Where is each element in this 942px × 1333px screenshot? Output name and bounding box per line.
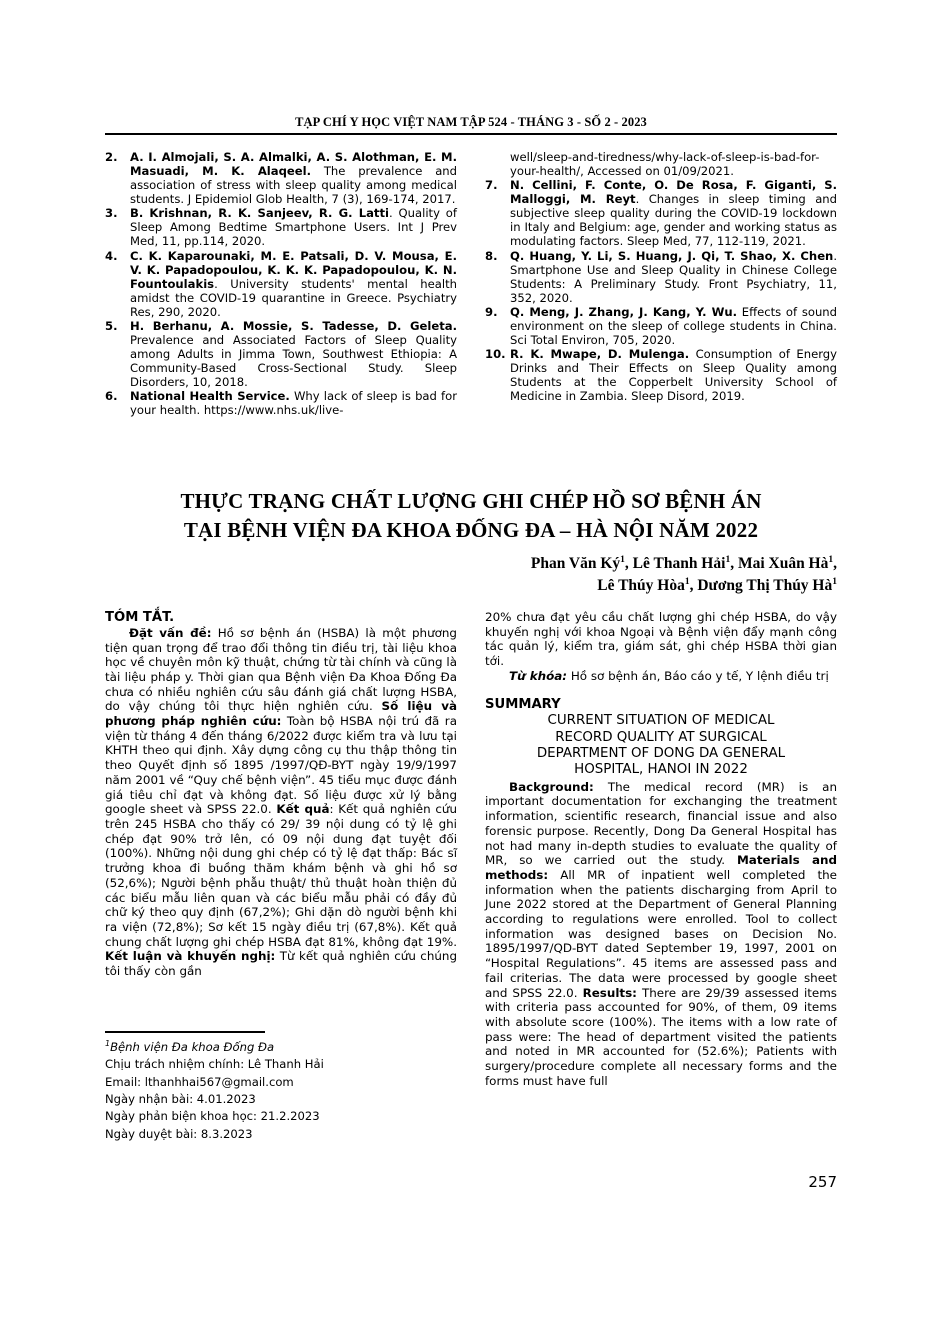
author-name: , Mai Xuân Hà xyxy=(730,555,829,572)
footnote-email[interactable]: Email: lthanhhai567@gmail.com xyxy=(105,1074,294,1089)
article-title-line-1: THỰC TRẠNG CHẤT LƯỢNG GHI CHÉP HỒ SƠ BỆNH ÁN xyxy=(180,489,762,513)
label-results-en: Results: xyxy=(582,985,637,1000)
reference-authors: Q. Huang, Y. Li, S. Huang, J. Qi, T. Shao, X. Chen xyxy=(510,248,834,263)
reference-text xyxy=(130,150,457,206)
reference-number: 6. xyxy=(105,389,118,404)
author-affiliation-marker: 1 xyxy=(828,554,834,565)
text-background: Hồ sơ bệnh án (HSBA) là một phương tiện quan trọng để trao đổi thông tin điều trị, tài liệu khoa học về chuyên môn kỹ thuật, chứng từ tài chính và cũng là tài liệu pháp y. Thời gian qua Bệnh viện Đa Khoa Đống Đa chưa có nhiều nghiên cứu sâu đánh giá chất lượng HSBA, do vậy chúng tôi thực hiện nghiên cứu. xyxy=(105,625,457,714)
references-right-column xyxy=(485,150,837,403)
reference-number: 8. xyxy=(485,248,498,263)
author-name: , Lê Thanh Hải xyxy=(624,555,726,572)
reference-number: 2. xyxy=(105,150,118,164)
author-line-1 xyxy=(105,553,837,575)
author-affiliation-marker: 1 xyxy=(684,577,690,588)
author-list xyxy=(105,553,837,598)
author-name: , Dương Thị Thúy Hà xyxy=(689,577,833,595)
reference-rest: Prevalence and Associated Factors of Sleep Quality among Adults in Jimma Town, Southwest Ethiopia: A Community-Based Cross-Sectional Study. Sleep Disorders, 10, 2018. xyxy=(130,333,457,390)
reference-number: 9. xyxy=(485,304,498,319)
reference-authors: Q. Meng, J. Zhang, J. Kang, Y. Wu. xyxy=(510,304,738,319)
reference-number: 3. xyxy=(105,206,118,221)
reference-text xyxy=(510,347,837,403)
footnote-affiliation xyxy=(105,1038,457,1056)
reference-rest: Why lack of sleep is bad for your health. https://www.nhs.uk/live- xyxy=(130,389,457,418)
footnote-received-date: Ngày nhận bài: 4.01.2023 xyxy=(105,1092,256,1107)
label-results: Kết quả xyxy=(276,802,330,817)
text-results-en: There are 29/39 assessed items with criteria pass accounted for 90%, of them, 09 items with absolute score (100%). The items with a low rate of pass were: The head of department visited the patients and noted in MR accounted for (52.6%); Patients with surgery/procedure complete all necessary forms and the forms must have full xyxy=(485,985,838,1088)
reference-rest: . University students' mental health amidst the COVID-19 quarantine in Greece. Psychiatry Res, 290, 2020. xyxy=(130,276,457,319)
footnote-affiliation-text: Bệnh viện Đa khoa Đống Đa xyxy=(110,1039,275,1054)
text-background-en: The medical record (MR) is an important documentation for exchanging the treatment information, scientific research, financial issue and also forensic purpose. Recently, Dong Da General Hospital has not had many in-depth studies to evaluate the quality of MR, so we carried out the study. xyxy=(485,779,837,868)
reference-authors: A. I. Almojali, S. A. Almalki, A. S. Alothman, E. M. Masuadi, M. K. Alaqeel. xyxy=(130,150,457,179)
text-conclusion: Từ kết quả nghiên cứu chúng tôi thấy còn gần xyxy=(105,949,457,979)
label-background-en: Background: xyxy=(509,779,594,794)
abstract-vi-heading: TÓM TẮT. xyxy=(105,610,175,625)
reference-rest: Consumption of Energy Drinks and Their Effects on Sleep Quality among Students at the Copperbelt University School of Medicine in Zambia. Sleep Disord, 2019. xyxy=(510,347,838,404)
reference-authors: H. Berhanu, A. Mossie, S. Tadesse, D. Geleta. xyxy=(130,318,457,333)
reference-rest: . Smartphone Use and Sleep Quality in Chinese College Students: A Preliminary Study. Front Psychiatry, 11, 352, 2020. xyxy=(510,248,837,305)
text-keywords: Hồ sơ bệnh án, Báo cáo y tế, Y lệnh điều trị xyxy=(567,668,829,683)
label-conclusion: Kết luận và khuyến nghị: xyxy=(105,949,276,964)
author-name: Lê Thúy Hòa xyxy=(597,577,685,595)
label-background: Đặt vấn đề: xyxy=(129,625,212,640)
footnote-marker: 1 xyxy=(105,1039,111,1048)
running-head: TẠP CHÍ Y HỌC VIỆT NAM TẬP 524 - THÁNG 3 - SỐ 2 - 2023 xyxy=(295,115,647,129)
abstract-vi-continuation: 20% chưa đạt yêu cầu chất lượng ghi chép HSBA, do vậy khuyến nghị với khoa Ngoại và Bệnh viện đẩy mạnh công tác quản lý, kiểm tra, giám sát, ghi chép HSBA thời gian tới. xyxy=(485,610,837,669)
reference-authors: National Health Service. xyxy=(130,389,290,404)
text-results: : Kết quả nghiên cứu trên 245 HSBA cho thấy có 29/ 39 nội dung có tỷ lệ ghi chép đạt 90% trở lên, có 09 nội dung đạt tuyệt đối (100%). Những nội dung ghi chép có tỷ lệ đạt thấp: Bác sĩ trưởng khoa đi buồng thăm khám bệnh và ghi hồ sơ (52,6%); Người bệnh phẫu thuật/ thủ thuật hoàn thiện đủ các biểu mẫu liên quan và các biểu mẫu phải có đầy đủ chữ ký theo quy định (67,2%); Ghi dặn dò người bệnh khi ra viện (72,8%); Sơ kết 15 ngày điều trị (67,8%). Kết quả chung chất lượng ghi chép HSBA đạt 81%, không đạt 19%. xyxy=(105,802,457,949)
author-affiliation-marker: 1 xyxy=(725,554,731,565)
reference-item xyxy=(105,389,457,417)
reference-item xyxy=(105,150,457,206)
abstract-vi-body xyxy=(105,626,457,979)
author-affiliation-marker: 1 xyxy=(832,577,837,588)
label-keywords: Từ khóa: xyxy=(509,668,568,683)
label-methods-en: Materials and methods: xyxy=(485,853,837,882)
reference-authors: B. Krishnan, R. K. Sanjeev, R. G. Latti xyxy=(130,206,389,221)
header-rule xyxy=(105,133,837,135)
abstract-vi-column xyxy=(105,610,457,979)
reference-item xyxy=(485,347,837,403)
reference-item xyxy=(485,305,837,347)
summary-heading: SUMMARY xyxy=(485,696,561,712)
keywords-vi xyxy=(485,669,837,684)
abstract-en-column xyxy=(485,610,837,1089)
reference-authors: C. K. Kaparounaki, M. E. Patsali, D. V. Mousa, E. V. K. Papadopoulou, K. K. K. Papadopoulou, K. N. Fountoulakis xyxy=(130,248,457,291)
reference-text xyxy=(510,178,837,248)
author-affiliation-marker: 1 xyxy=(620,554,625,565)
english-title-line-4: HOSPITAL, HANOI IN 2022 xyxy=(574,762,748,778)
reference-number: 10. xyxy=(485,347,506,362)
reference-number: 7. xyxy=(485,178,498,193)
reference-rest: . Changes in sleep timing and subjective sleep quality during the COVID-19 lockdown in Italy and Belgium: age, gender and working status as modulating factors. Sleep Med, 77, 112-119, 2021. xyxy=(510,192,838,249)
footnote-accepted-date: Ngày duyệt bài: 8.3.2023 xyxy=(105,1126,253,1141)
footnote-block xyxy=(105,1038,457,1143)
page-number: 257 xyxy=(808,1173,837,1191)
reference-authors: R. K. Mwape, D. Mulenga. xyxy=(510,347,690,362)
footnote-responsible: Chịu trách nhiệm chính: Lê Thanh Hải xyxy=(105,1057,324,1072)
reference-item xyxy=(105,249,457,319)
reference-rest: . Quality of Sleep Among Bedtime Smartphone Users. Int J Prev Med, 11, pp.114, 2020. xyxy=(130,206,457,249)
reference-text xyxy=(130,249,457,319)
reference-number: 5. xyxy=(105,318,118,333)
english-title xyxy=(485,713,837,778)
reference-item xyxy=(485,178,837,248)
reference-text xyxy=(130,319,457,389)
page-content xyxy=(105,0,837,1333)
english-title-line-1: CURRENT SITUATION OF MEDICAL xyxy=(547,713,775,729)
english-title-line-2: RECORD QUALITY AT SURGICAL xyxy=(555,729,767,745)
reference-authors: N. Cellini, F. Conte, O. De Rosa, F. Giganti, S. Malloggi, M. Reyt xyxy=(510,178,837,207)
abstract-en-body xyxy=(485,780,837,1089)
reference-text xyxy=(130,389,457,417)
author-line-2 xyxy=(105,575,837,597)
english-title-line-3: DEPARTMENT OF DONG DA GENERAL xyxy=(536,746,786,762)
reference-number: 4. xyxy=(105,248,118,263)
text-methods-en: All MR of inpatient well completed the information when the patients discharging from April to June 2022 stored at the Department of General Planning according to regulations were enrolled. Tool to collect information was designed bases on Decision No. 1895/1997/QD-BYT dated September 19, 1997, 2001 on “Hospital Regulations”. 45 items are assessed pass and fail criterias. The data were processed by google sheet and SPSS 22.0. xyxy=(485,867,837,1000)
references-left-column xyxy=(105,150,457,417)
reference-continuation: well/sleep-and-tiredness/why-lack-of-sleep-is-bad-for-your-health/, Accessed on 01/09/2021. xyxy=(510,150,820,179)
footnote-rule xyxy=(105,1031,265,1033)
reference-item xyxy=(105,206,457,248)
label-methods: Số liệu và phương pháp nghiên cứu: xyxy=(105,699,458,729)
text-methods: Toàn bộ HSBA nội trú đã ra viện từ tháng 4 đến tháng 6/2022 được kiểm tra và lưu tại KHTH theo qui định. Xây dựng công cụ thu thập thông tin theo Quyết định số 1895 /1997/QĐ-BYT ngày 19/9/1997 năm 2001 về “Quy chế bệnh viện”. 45 tiểu mục được đánh giá tiêu chỉ đạt và không đạt. Số liệu được xử lý bằng google sheet và SPSS 22.0. xyxy=(105,714,457,817)
reference-text xyxy=(510,249,837,305)
author-separator: , xyxy=(833,555,837,572)
footnote-review-date: Ngày phản biện khoa học: 21.2.2023 xyxy=(105,1109,320,1124)
reference-text xyxy=(510,305,837,347)
reference-text xyxy=(130,206,457,248)
article-title xyxy=(105,487,837,545)
reference-item xyxy=(105,319,457,389)
reference-rest: The prevalence and association of stress with sleep quality among medical students. J Epidemiol Glob Health, 7 (3), 169-174, 2017. xyxy=(130,164,457,207)
reference-rest: Effects of sound environment on the sleep of college students in China. Sci Total Environ, 705, 2020. xyxy=(510,304,838,348)
author-name: Phan Văn Ký xyxy=(530,555,621,572)
reference-item xyxy=(485,249,837,305)
article-title-line-2: TẠI BỆNH VIỆN ĐA KHOA ĐỐNG ĐA – HÀ NỘI NĂM 2022 xyxy=(183,517,759,542)
